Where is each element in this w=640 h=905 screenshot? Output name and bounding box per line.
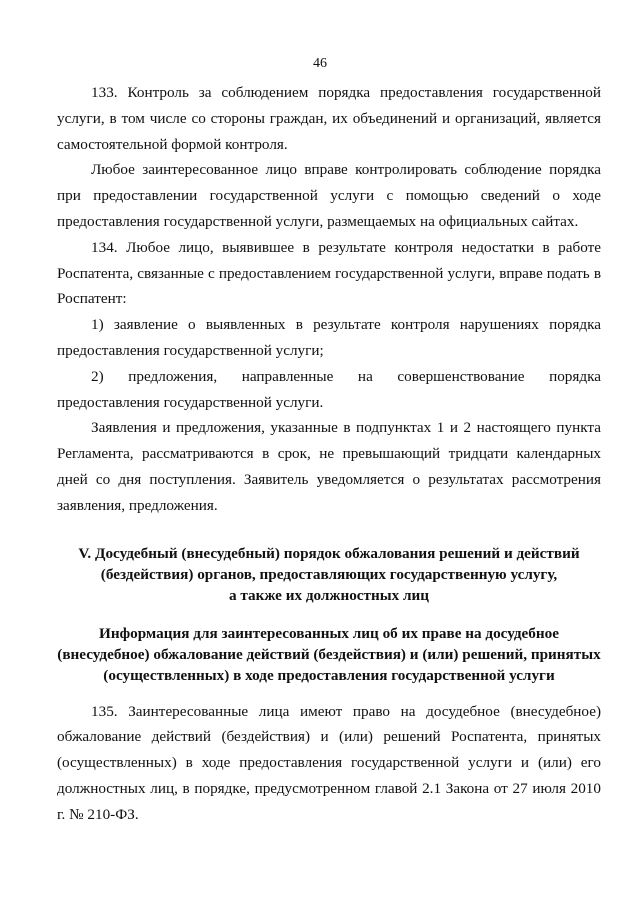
section-heading-line: (бездействия) органов, предоставляющих государственную услугу, [100, 565, 558, 583]
section-heading-line: V. Досудебный (внесудебный) порядок обжалования решений и действий [78, 544, 580, 562]
spacer [57, 686, 601, 699]
section-subheading-line: Информация для заинтересованных лиц об их праве на досудебное [99, 624, 559, 642]
spacer [57, 606, 601, 623]
section-subheading-line: (внесудебное) обжалование действий (бездействия) и (или) решений, принятых [57, 645, 601, 663]
spacer [57, 519, 601, 543]
paragraph-133: 133. Контроль за соблюдением порядка предоставления государственной услуги, в том числе со стороны граждан, их объединений и организаций, является самостоятельной формой контроля. [57, 84, 601, 153]
page-number: 46 [313, 56, 327, 71]
section-subheading-line: (осуществленных) в ходе предоставления государственной услуги [103, 666, 555, 684]
paragraph-item-1: 1) заявление о выявленных в результате контроля нарушениях порядка предоставления государственной услуги; [57, 316, 601, 359]
paragraph-134: 134. Любое лицо, выявившее в результате контроля недостатки в работе Роспатента, связанные с предоставлением государственной услуги, вправе подать в Роспатент: [57, 238, 601, 308]
paragraph-item-2: 2) предложения, направленные на совершенствование порядка предоставления государственной услуги. [57, 367, 601, 411]
paragraph-interested-party: Любое заинтересованное лицо вправе контролировать соблюдение порядка при предоставлении государственной услуги с помощью сведений о ходе предоставления государственной услуги, размещаемых на официальных сайтах. [57, 161, 601, 230]
paragraph-review-term: Заявления и предложения, указанные в подпунктах 1 и 2 настоящего пункта Регламента, рассматриваются в срок, не превышающий тридцати календарных дней со дня поступления. Заявитель уведомляется о результатах рассмотрения заявления, предложения. [57, 419, 601, 514]
page-content [57, 80, 601, 828]
section-heading [57, 543, 601, 606]
section-subheading [57, 623, 601, 686]
paragraph-135: 135. Заинтересованные лица имеют право на досудебное (внесудебное) обжалование действий (бездействия) и (или) решений Роспатента, принятых (осуществленных) в ходе предоставления государственной услуги и (или) его должностных лиц, в порядке, предусмотренном главой 2.1 Закона от 27 июля 2010 г. № 210-ФЗ. [57, 702, 601, 823]
section-heading-line: а также их должностных лиц [228, 586, 430, 604]
